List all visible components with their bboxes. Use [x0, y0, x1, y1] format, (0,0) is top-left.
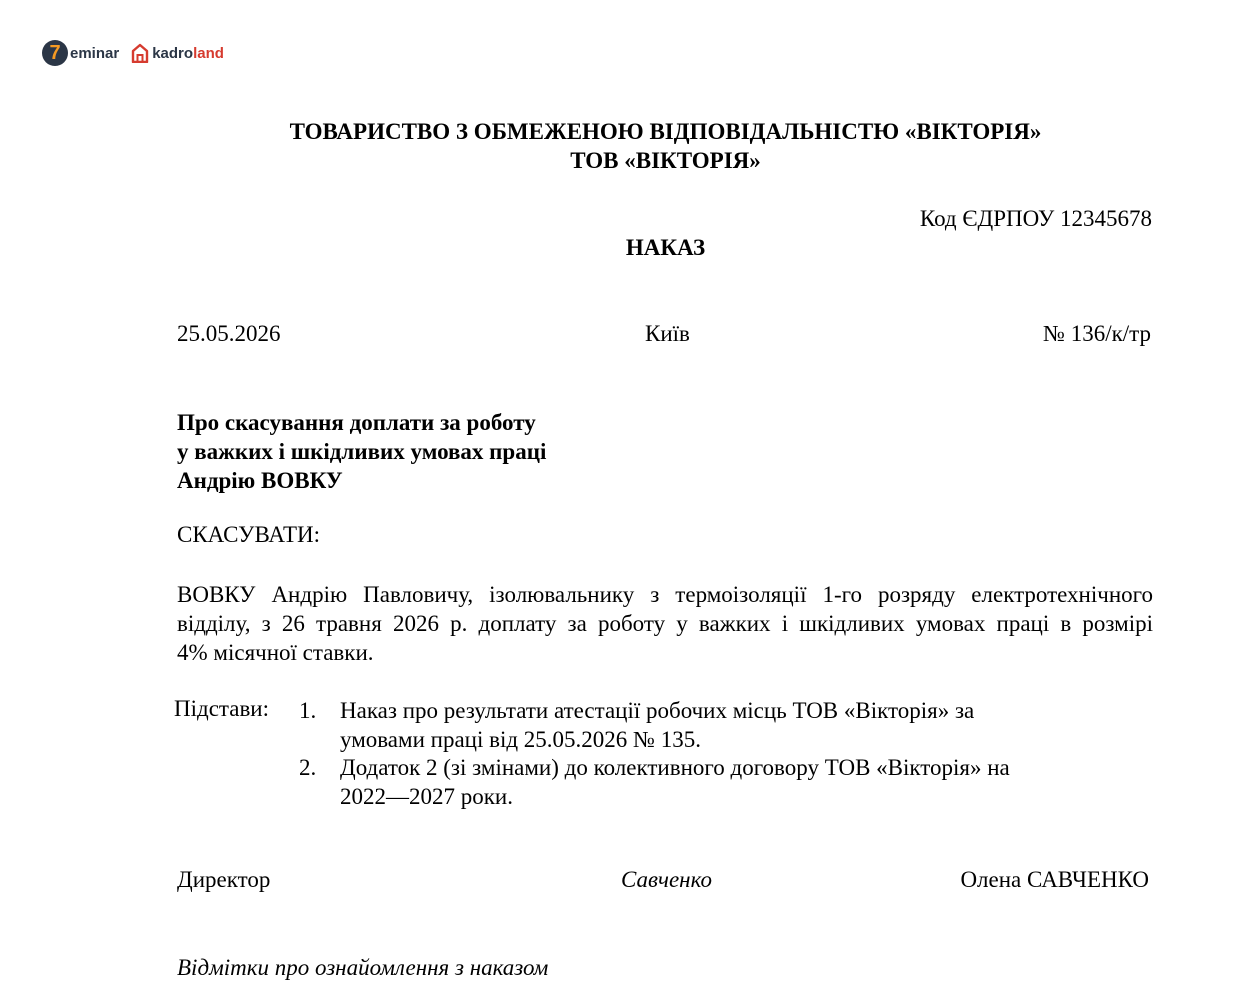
- ground-text-line: умовами праці від 25.05.2026 № 135.: [340, 727, 701, 752]
- order-subject: [177, 408, 546, 495]
- signer-name: Олена САВЧЕНКО: [960, 867, 1149, 892]
- body-line: ВОВКУ Андрію Павловичу, ізолювальнику з термоізоляції 1-го розряду електротехнічного: [177, 582, 1153, 607]
- order-body: [177, 580, 1153, 667]
- order-number: № 136/к/тр: [1043, 321, 1151, 346]
- signer-position: Директор: [177, 867, 271, 892]
- grounds-label: Підстави:: [174, 696, 270, 721]
- signer-signature: Савченко: [621, 867, 712, 892]
- seminar-logo-icon: 7: [42, 40, 68, 66]
- kadroland-logo: [131, 43, 224, 63]
- kadroland-logo-text: kadroland: [152, 44, 224, 62]
- subject-line: Андрію ВОВКУ: [177, 468, 343, 493]
- edrpou-code: Код ЄДРПОУ 12345678: [919, 206, 1152, 231]
- seminar-logo-text: eminar: [70, 44, 120, 62]
- body-line: відділу, з 26 травня 2026 р. доплату за роботу у важких і шкідливих умовах праці в розмірі: [177, 611, 1153, 636]
- seminar-logo: [42, 40, 119, 66]
- ground-number: 1.: [299, 698, 317, 723]
- document-type: НАКАЗ: [625, 235, 706, 260]
- org-full-name: ТОВАРИСТВО З ОБМЕЖЕНОЮ ВІДПОВІДАЛЬНІСТЮ «ВІКТОРІЯ»: [289, 119, 1042, 144]
- ground-text-line: Додаток 2 (зі змінами) до колективного договору ТОВ «Вікторія» на: [340, 755, 1010, 780]
- body-line: 4% місячної ставки.: [177, 640, 374, 665]
- kadroland-house-icon: [131, 43, 149, 63]
- command-word: СКАСУВАТИ:: [177, 522, 320, 547]
- ground-number: 2.: [299, 755, 317, 780]
- ground-text-line: Наказ про результати атестації робочих місць ТОВ «Вікторія» за: [340, 698, 975, 723]
- acknowledgment-note: Відмітки про ознайомлення з наказом: [177, 955, 549, 980]
- org-short-name: ТОВ «ВІКТОРІЯ»: [570, 148, 761, 173]
- order-date: 25.05.2026: [177, 321, 281, 346]
- header-logos: [42, 38, 224, 68]
- order-city: Київ: [645, 321, 690, 346]
- subject-line: у важких і шкідливих умовах праці: [177, 439, 547, 464]
- ground-text-line: 2022—2027 роки.: [340, 784, 513, 809]
- subject-line: Про скасування доплати за роботу: [177, 410, 536, 435]
